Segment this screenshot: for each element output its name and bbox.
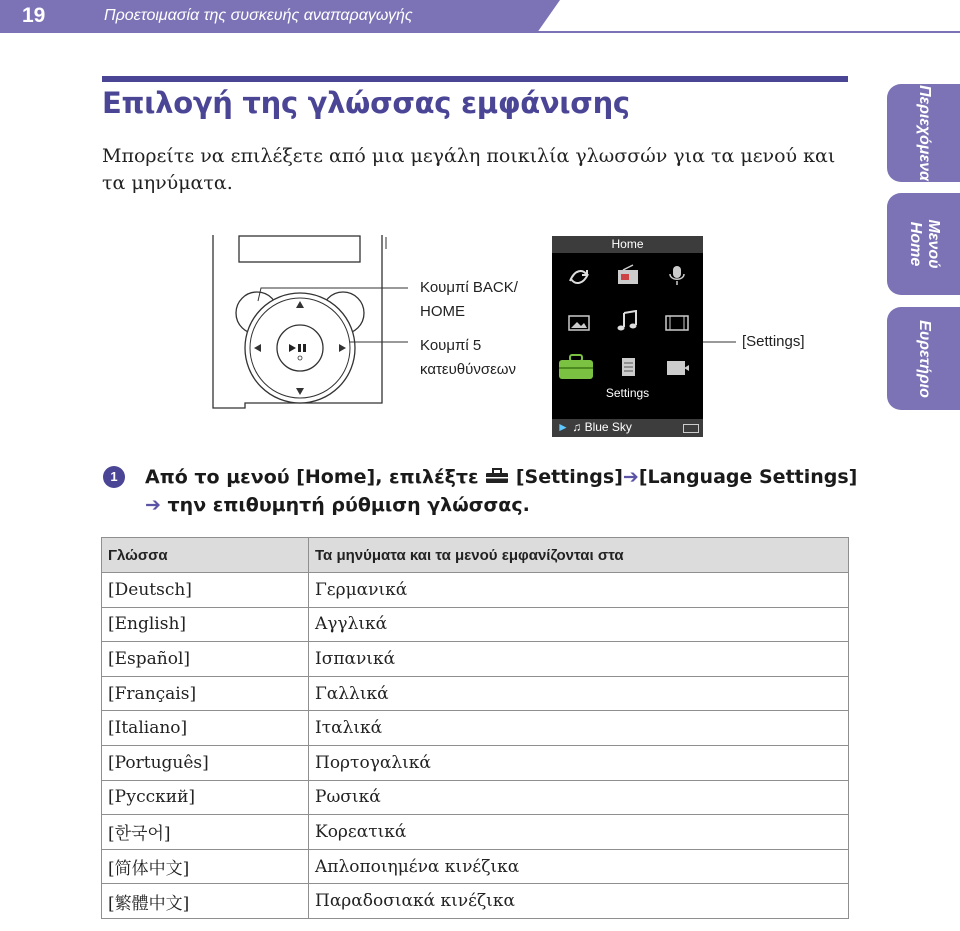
page-number: 19 (22, 4, 46, 27)
display-language-cell: Γαλλικά (309, 676, 849, 711)
now-playing-icon (664, 356, 690, 378)
display-language-cell: Ρωσικά (309, 780, 849, 815)
microphone-icon (664, 264, 690, 286)
language-cell: [Italiano] (102, 711, 309, 746)
table-row (102, 642, 849, 677)
toolbox-icon (485, 468, 509, 484)
photo-icon (566, 312, 592, 334)
arrow-icon: ➔ (622, 466, 639, 488)
screen-selected-label: Settings (605, 386, 650, 400)
language-cell: [Deutsch] (102, 573, 309, 608)
language-cell: [简体中文] (102, 849, 309, 884)
step-text-before: Από το μενού [Home], επιλέξτε (145, 466, 479, 488)
language-cell: [English] (102, 607, 309, 642)
step-instruction (145, 463, 865, 519)
language-cell: [Español] (102, 642, 309, 677)
column-header-language: Γλώσσα (102, 538, 309, 573)
play-icon: ► (557, 420, 569, 434)
table-row (102, 745, 849, 780)
now-playing-bar (552, 419, 703, 437)
display-language-cell: Κορεατικά (309, 815, 849, 850)
step-settings-label: [Settings] (515, 466, 623, 488)
display-language-cell: Ιταλικά (309, 711, 849, 746)
table-header-row (102, 538, 849, 573)
now-playing-song: ► ♫ Blue Sky (557, 420, 632, 434)
document-icon (615, 356, 641, 378)
language-cell: [繁體中文] (102, 884, 309, 919)
battery-icon (683, 424, 699, 433)
player-screen (552, 236, 703, 437)
page-title: Επιλογή της γλώσσας εμφάνισης (102, 86, 630, 120)
callout-back-home: Κουμπί BACK/ HOME (420, 279, 518, 320)
table-row (102, 849, 849, 884)
tab-contents-label: Περιεχόμενα (915, 85, 933, 181)
tab-index-label: Ευρετήριο (915, 319, 933, 398)
display-language-cell: Αγγλικά (309, 607, 849, 642)
shuffle-icon (566, 266, 592, 288)
table-row (102, 607, 849, 642)
display-language-cell: Γερμανικά (309, 573, 849, 608)
video-icon (664, 312, 690, 334)
language-cell: [Português] (102, 745, 309, 780)
radio-icon (615, 264, 641, 286)
music-note-icon (615, 310, 641, 332)
step-text-after: την επιθυμητή ρύθμιση γλώσσας. (167, 494, 530, 516)
table-row (102, 711, 849, 746)
table-row (102, 573, 849, 608)
table-row (102, 780, 849, 815)
step-number: 1 (103, 466, 125, 488)
settings-toolbox-icon (558, 354, 594, 380)
display-language-cell: Πορτογαλικά (309, 745, 849, 780)
callout-settings: [Settings] (742, 333, 805, 350)
display-language-cell: Απλοποιημένα κινέζικα (309, 849, 849, 884)
screen-title: Home (552, 236, 703, 253)
language-table (101, 537, 849, 919)
column-header-display: Τα μηνύματα και τα μενού εμφανίζονται στα (309, 538, 849, 573)
table-row (102, 815, 849, 850)
step-language-settings-label: [Language Settings] (638, 466, 858, 488)
display-language-cell: Παραδοσιακά κινέζικα (309, 884, 849, 919)
section-title: Προετοιμασία της συσκευής αναπαραγωγής (104, 7, 413, 24)
intro-text: Μπορείτε να επιλέξετε από μια μεγάλη ποικιλία γλωσσών για τα μενού και τα μηνύματα. (102, 145, 836, 194)
language-cell: [한국어] (102, 815, 309, 850)
callout-5way: Κουμπί 5 κατευθύνσεων (420, 337, 517, 378)
display-language-cell: Ισπανικά (309, 642, 849, 677)
arrow-icon: ➔ (145, 494, 161, 516)
language-cell: [Русский] (102, 780, 309, 815)
tab-home-menu-label: Μενού Home (906, 219, 942, 269)
language-cell: [Français] (102, 676, 309, 711)
now-playing-title: Blue Sky (584, 420, 632, 434)
table-row (102, 884, 849, 919)
table-row (102, 676, 849, 711)
